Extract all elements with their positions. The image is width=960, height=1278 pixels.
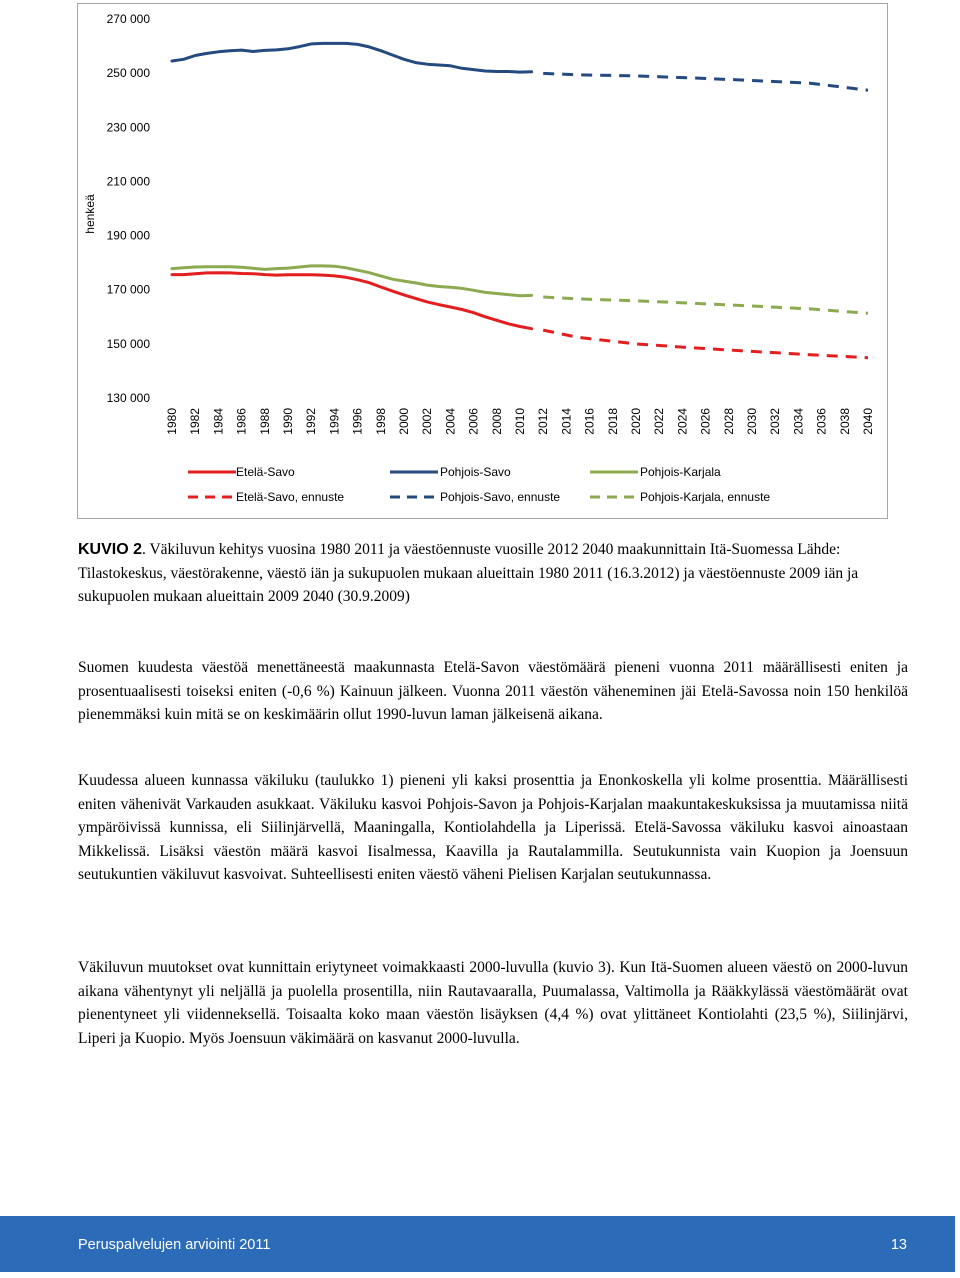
series-line [172,266,532,296]
x-tick-label: 1998 [373,408,388,435]
legend-label: Etelä-Savo, ennuste [236,490,345,504]
paragraph-1: Suomen kuudesta väestöä menettäneestä maakunnasta Etelä-Savon väestömäärä pieneni vuonna 2011 määrällisesti eniten ja prosentuaalisesti toiseksi eniten (-0,6 %) Kainuun jälkeen. Vuonna 2011 väestön väheneminen jäi Etelä-Savossa noin 150 henkilöä pienemmäksi kuin mitä se on keskimäärin ollut 1990-luvun laman jälkeisenä aikana. [78,659,908,723]
x-tick-label: 2002 [420,408,435,435]
page-footer [0,1216,955,1272]
x-tick-label: 2016 [582,408,597,435]
x-tick-label: 2026 [698,408,713,435]
x-tick-label: 2038 [837,408,852,435]
x-tick-label: 2020 [629,408,643,435]
figure-label: KUVIO 2 [78,541,143,558]
x-tick-label: 2022 [652,408,667,435]
paragraph-3: Väkiluvun muutokset ovat kunnittain eriytyneet voimakkaasti 2000-luvulla (kuvio 3). Kun Itä-Suomen alueen väestö on 2000-luvun aikana vähentynyt yli neljällä ja puolella prosentilla, niin Rautavaaralla, Puumalassa, Valtimolla ja Rääkkylässä väestömäärät ovat pienentyneet yli viidenneksellä. Toisaalta koko maan väestön lisäyksen (4,4 %) ovat ylittäneet Kontiolahti (23,5 %), Siilinjärvi, Liperi ja Kuopio. Myös Joensuun väkimäärä on kasvanut 2000-luvulla. [78,959,908,1047]
x-tick-label: 1992 [304,408,319,435]
x-tick-label: 2000 [397,408,411,435]
figure-caption [78,538,908,609]
chart-svg [78,4,889,520]
x-tick-label: 1982 [188,408,203,435]
x-tick-label: 2008 [489,408,504,435]
y-tick-label: 270 000 [106,12,150,26]
caption-text: . Väkiluvun kehitys vuosina 1980 2011 ja väestöennuste vuosille 2012 2040 maakunnittain Itä-Suomessa Lähde: Tilastokeskus, väestörakenne, väestö iän ja sukupuolen mukaan alueittain 1980 2011 (16.3.2012) ja väestöennuste 2009 iän ja sukupuolen mukaan alueittain 2009 2040 (30.9.2009) [78,541,859,605]
x-tick-label: 1988 [257,408,272,435]
x-tick-label: 2010 [513,408,527,435]
x-tick-label: 1984 [211,408,226,435]
y-tick-label: 250 000 [106,66,150,81]
legend-label: Pohjois-Savo [440,465,511,479]
footer-title: Peruspalvelujen arviointi 2011 [78,1237,271,1253]
x-tick-label: 1986 [234,408,249,435]
x-tick-label: 1996 [350,408,365,435]
legend-label: Pohjois-Savo, ennuste [440,490,561,504]
x-tick-label: 1994 [327,408,342,435]
y-tick-label: 130 000 [106,391,150,405]
y-tick-label: 210 000 [106,174,150,189]
x-tick-label: 2024 [675,408,690,435]
x-tick-label: 2036 [814,408,829,435]
x-tick-label: 2032 [768,408,783,435]
x-tick-label: 2040 [861,408,875,435]
y-axis-label: henkeä [83,194,97,234]
x-tick-label: 2028 [721,408,736,435]
y-tick-label: 150 000 [106,336,150,351]
x-tick-label: 2004 [443,408,458,435]
x-tick-label: 1990 [281,408,295,435]
y-tick-label: 170 000 [106,282,150,297]
series-line [543,73,868,90]
series-line [172,43,532,72]
y-tick-label: 230 000 [106,120,150,135]
x-tick-label: 2006 [466,408,481,435]
x-tick-label: 2012 [536,408,551,435]
y-tick-label: 190 000 [106,228,150,243]
x-tick-label: 2014 [559,408,574,435]
legend-label: Pohjois-Karjala [640,465,721,479]
legend-label: Etelä-Savo [236,465,295,479]
series-line [172,273,532,329]
x-tick-label: 2018 [605,408,620,435]
x-tick-label: 1980 [165,408,179,435]
series-line [543,330,868,358]
paragraph-2: Kuudessa alueen kunnassa väkiluku (taulukko 1) pieneni yli kaksi prosenttia ja Enonkoskella yli kolme prosenttia. Määrällisesti eniten vähenivät Varkauden asukkaat. Väkiluku kasvoi Pohjois-Savon ja Pohjois-Karjalan maakuntakeskuksissa ja muutamissa niitä ympäröivissä kunnissa, eli Siilinjärvellä, Maaningalla, Kontiolahdella ja Liperissä. Etelä-Savossa väkiluku kasvoi ainoastaan Mikkelissä. Lisäksi väestön määrä kasvoi Iisalmessa, Kaavilla ja Rautalammilla. Seutukunnista vain Kuopion ja Joensuun seutukuntien väkiluvut kasvoivat. Suhteellisesti eniten väestö väheni Pielisen Karjalan seutukunnassa. [78,772,908,883]
page-number: 13 [890,1237,907,1253]
x-tick-label: 2030 [745,408,759,435]
x-tick-label: 2034 [791,408,806,435]
legend-label: Pohjois-Karjala, ennuste [640,490,771,504]
population-chart [77,3,888,519]
series-line [543,297,868,313]
